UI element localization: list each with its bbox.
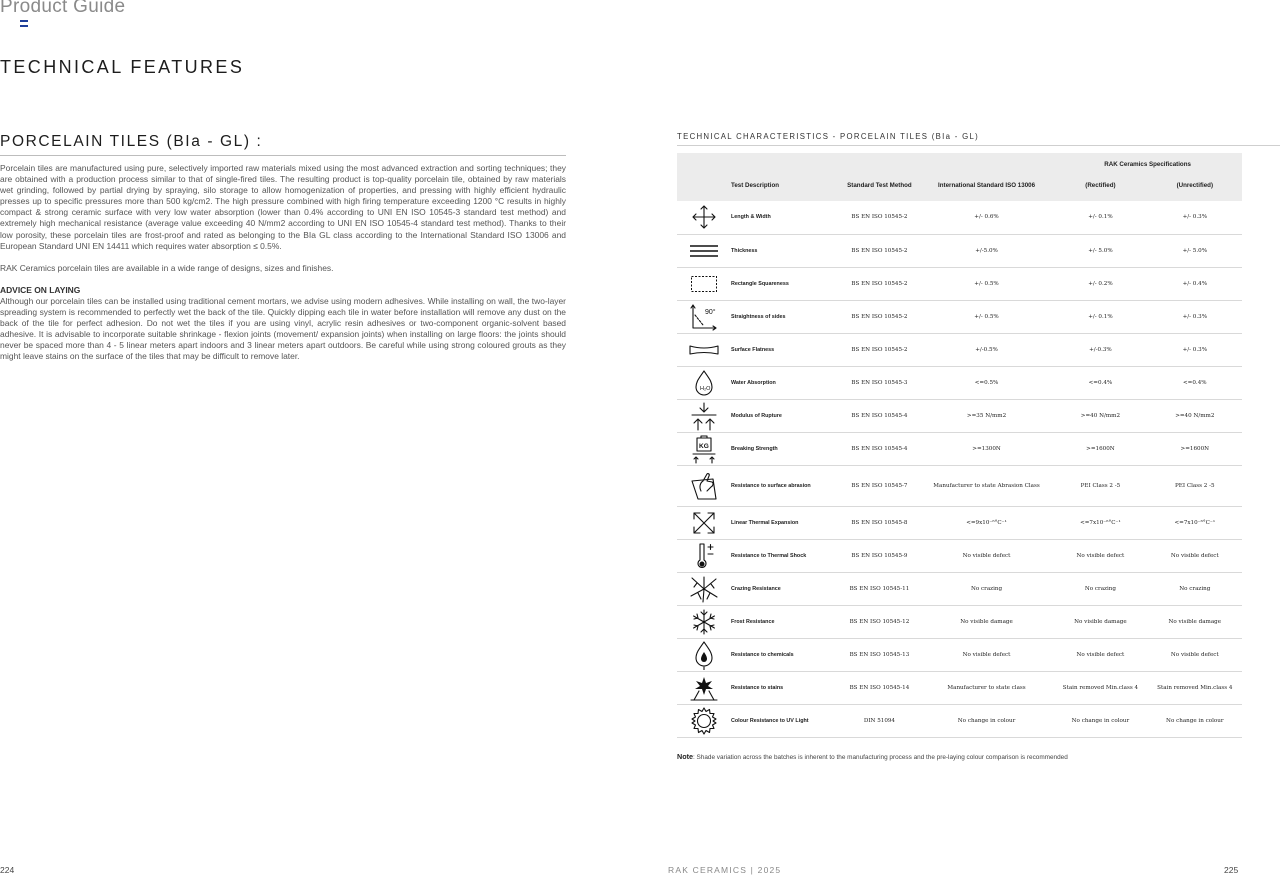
compression-arrows-icon — [677, 399, 731, 432]
row-iso: +/- 0.5% — [920, 300, 1053, 333]
row-desc: Resistance to Thermal Shock — [731, 539, 839, 572]
header-rectified: (Rectified) — [1053, 170, 1147, 201]
row-unrectified: <=7x10⁻⁶°C⁻¹ — [1148, 506, 1242, 539]
table-row — [677, 638, 1242, 671]
row-desc: Length & Width — [731, 201, 839, 234]
product-guide-title: Product Guide — [0, 0, 126, 17]
availability-paragraph: RAK Ceramics porcelain tiles are available in a wide range of designs, sizes and finishes. — [0, 262, 334, 273]
thickness-lines-icon — [677, 234, 731, 267]
row-unrectified: No visible defect — [1148, 638, 1242, 671]
row-desc: Straightness of sides — [731, 300, 839, 333]
row-iso: +/-0.5% — [920, 333, 1053, 366]
section-heading: PORCELAIN TILES (BIa - GL) : — [0, 133, 566, 156]
expansion-arrows-icon — [677, 506, 731, 539]
row-method: BS EN ISO 10545-2 — [839, 267, 920, 300]
row-method: BS EN ISO 10545-2 — [839, 234, 920, 267]
table-row — [677, 506, 1242, 539]
thermometer-icon — [677, 539, 731, 572]
header-iso: International Standard ISO 13006 — [920, 170, 1053, 201]
row-method: BS EN ISO 10545-13 — [839, 638, 920, 671]
row-iso: No change in colour — [920, 704, 1053, 737]
row-rectified: No visible defect — [1053, 539, 1147, 572]
row-rectified: >=40 N/mm2 — [1053, 399, 1147, 432]
table-row — [677, 399, 1242, 432]
row-unrectified: No change in colour — [1148, 704, 1242, 737]
row-iso: No visible defect — [920, 638, 1053, 671]
table-row — [677, 267, 1242, 300]
row-unrectified: >=1600N — [1148, 432, 1242, 465]
table-title: TECHNICAL CHARACTERISTICS - PORCELAIN TILES (BIa - GL) — [677, 132, 1280, 146]
specs-table — [677, 153, 1242, 738]
row-desc: Resistance to stains — [731, 671, 839, 704]
dashed-rectangle-icon — [677, 267, 731, 300]
row-unrectified: No visible damage — [1148, 605, 1242, 638]
row-desc: Thickness — [731, 234, 839, 267]
table-row — [677, 333, 1242, 366]
row-method: DIN 51094 — [839, 704, 920, 737]
row-iso: <=9x10⁻⁶°C⁻¹ — [920, 506, 1053, 539]
row-iso: <=0.5% — [920, 366, 1053, 399]
row-method: BS EN ISO 10545-4 — [839, 432, 920, 465]
row-desc: Modulus of Rupture — [731, 399, 839, 432]
row-rectified: No change in colour — [1053, 704, 1147, 737]
group-header: RAK Ceramics Specifications — [1053, 153, 1242, 170]
arrows-cross-icon — [677, 201, 731, 234]
row-rectified: No visible damage — [1053, 605, 1147, 638]
intro-paragraph: Porcelain tiles are manufactured using pure, selectively imported raw materials mixed using the most advanced extraction and sorting techniques; they are obtained with a production process similar to that of single-fired tiles. The resulting product is top-quality porcelain tile, obtained by raw materials wet grinding, followed by partial drying by spraying, silo storage to allow homogenization of properties, and pressing with highly efficient hydraulic presses up to specific pressures more than 500 kg/cm2. The high pressure combined with high firing temperature exceeding 1200 °C results in highly compact & strong ceramic surface with very low water absorption (lower than 0.4% according to UNI EN ISO 10545-3 standard test method) and extremely high mechanical resistance (average value exceeding 40 N/mm2 according to UNI EN ISO 10545-4 standard test method). Thanks to their low porosity, these porcelain tiles are frost-proof and rated as belonging to the BIa GL class according to the International Standard ISO 13006 and European Standard UNI EN 14411 which requires water absorption ≤ 0.5%. — [0, 163, 566, 251]
svg-text:90°: 90° — [705, 308, 716, 316]
note-text: : Shade variation across the batches is inherent to the manufacturing process and the pre-laying colour comparison is recommended — [692, 754, 1068, 761]
table-row — [677, 465, 1242, 506]
table-row — [677, 300, 1242, 333]
page-number-left: 224 — [0, 865, 15, 875]
row-method: BS EN ISO 10545-14 — [839, 671, 920, 704]
body-text — [0, 163, 566, 274]
row-rectified: <=0.4% — [1053, 366, 1147, 399]
row-method: BS EN ISO 10545-4 — [839, 399, 920, 432]
row-rectified: PEI Class 2 -5 — [1053, 465, 1147, 506]
row-rectified: +/- 5.0% — [1053, 234, 1147, 267]
row-rectified: No crazing — [1053, 572, 1147, 605]
page-heading: TECHNICAL FEATURES — [0, 57, 245, 77]
row-rectified: Stain removed Min.class 4 — [1053, 671, 1147, 704]
table-row — [677, 704, 1242, 737]
table-row — [677, 201, 1242, 234]
note-label: Note — [677, 752, 693, 761]
row-rectified: +/-0.3% — [1053, 333, 1147, 366]
snowflake-icon — [677, 605, 731, 638]
row-unrectified: +/- 0.3% — [1148, 201, 1242, 234]
row-iso: No visible damage — [920, 605, 1053, 638]
table-row — [677, 234, 1242, 267]
row-desc: Water Absorption — [731, 366, 839, 399]
table-note — [677, 752, 1068, 761]
row-desc: Rectangle Squareness — [731, 267, 839, 300]
row-unrectified: Stain removed Min.class 4 — [1148, 671, 1242, 704]
row-unrectified: No visible defect — [1148, 539, 1242, 572]
row-unrectified: +/- 5.0% — [1148, 234, 1242, 267]
row-iso: >=1300N — [920, 432, 1053, 465]
weight-kg-icon — [677, 432, 731, 465]
right-angle-icon — [677, 300, 731, 333]
table-row — [677, 572, 1242, 605]
technical-characteristics-section — [677, 132, 1280, 761]
row-desc: Crazing Resistance — [731, 572, 839, 605]
abrasion-hand-icon — [677, 465, 731, 506]
row-iso: Manufacturer to state Abrasion Class — [920, 465, 1053, 506]
row-rectified: +/- 0.1% — [1053, 201, 1147, 234]
curved-surface-icon — [677, 333, 731, 366]
row-method: BS EN ISO 10545-3 — [839, 366, 920, 399]
row-iso: +/- 0.5% — [920, 267, 1053, 300]
table-row — [677, 539, 1242, 572]
row-rectified: No visible defect — [1053, 638, 1147, 671]
footer-brand: RAK CERAMICS | 2025 — [668, 865, 782, 875]
row-iso: +/-5.0% — [920, 234, 1053, 267]
row-iso: No visible defect — [920, 539, 1053, 572]
row-desc: Breaking Strength — [731, 432, 839, 465]
porcelain-description-section — [0, 133, 566, 362]
chemical-drop-icon — [677, 638, 731, 671]
row-rectified: <=7x10⁻⁶°C⁻¹ — [1053, 506, 1147, 539]
row-desc: Resistance to chemicals — [731, 638, 839, 671]
stain-splash-icon — [677, 671, 731, 704]
header-desc: Test Description — [731, 170, 839, 201]
row-unrectified: +/- 0.3% — [1148, 300, 1242, 333]
table-row — [677, 605, 1242, 638]
cracked-surface-icon — [677, 572, 731, 605]
row-unrectified: +/- 0.3% — [1148, 333, 1242, 366]
sun-uv-icon — [677, 704, 731, 737]
row-method: BS EN ISO 10545-9 — [839, 539, 920, 572]
row-rectified: +/- 0.2% — [1053, 267, 1147, 300]
row-unrectified: >=40 N/mm2 — [1148, 399, 1242, 432]
flag-icon — [20, 20, 28, 27]
row-rectified: >=1600N — [1053, 432, 1147, 465]
row-desc: Surface Flatness — [731, 333, 839, 366]
row-iso: No crazing — [920, 572, 1053, 605]
header-method: Standard Test Method — [839, 170, 920, 201]
page-number-right: 225 — [1224, 865, 1239, 875]
advice-paragraph: Although our porcelain tiles can be installed using traditional cement mortars, we advise using modern adhesives. While installing on wall, the two-layer spreading system is recommended to perfectly wet the back of the tile. Quickly dipping each tile in water before installation will remove any dust on the back of the tile for perfect adhesion. Do not wet the tiles if you are using vinyl, acrylic resin adhesives or two-component organic-solvent based adhesive. It is advisable to incorporate suitable shrinkage - flexion joints (movement/ expansion joints) when installing on large floors: the joints should never be spaced more than 4 - 5 linear meters apart indoors and 3 linear meters apart outdoors. Be careful while using strong coloured grouts as they might leave stains on the surface of the tiles that may be difficult to remove later. — [0, 295, 566, 362]
row-method: BS EN ISO 10545-2 — [839, 201, 920, 234]
row-method: BS EN ISO 10545-2 — [839, 300, 920, 333]
row-iso: >=35 N/mm2 — [920, 399, 1053, 432]
row-rectified: +/- 0.1% — [1053, 300, 1147, 333]
row-unrectified: <=0.4% — [1148, 366, 1242, 399]
row-method: BS EN ISO 10545-2 — [839, 333, 920, 366]
advice-heading: ADVICE ON LAYING — [0, 284, 81, 295]
row-method: BS EN ISO 10545-7 — [839, 465, 920, 506]
header-unrectified: (Unrectified) — [1148, 170, 1242, 201]
water-drop-icon — [677, 366, 731, 399]
row-unrectified: +/- 0.4% — [1148, 267, 1242, 300]
table-row — [677, 432, 1242, 465]
row-iso: +/- 0.6% — [920, 201, 1053, 234]
row-desc: Frost Resistance — [731, 605, 839, 638]
row-desc: Linear Thermal Expansion — [731, 506, 839, 539]
row-iso: Manufacturer to state class — [920, 671, 1053, 704]
svg-text:H₂O: H₂O — [700, 385, 711, 392]
row-desc: Resistance to surface abrasion — [731, 465, 839, 506]
svg-text:KG: KG — [699, 442, 709, 450]
row-unrectified: No crazing — [1148, 572, 1242, 605]
row-unrectified: PEI Class 2 -5 — [1148, 465, 1242, 506]
row-method: BS EN ISO 10545-12 — [839, 605, 920, 638]
row-desc: Colour Resistance to UV Light — [731, 704, 839, 737]
row-method: BS EN ISO 10545-8 — [839, 506, 920, 539]
table-row — [677, 366, 1242, 399]
table-row — [677, 671, 1242, 704]
row-method: BS EN ISO 10545-11 — [839, 572, 920, 605]
